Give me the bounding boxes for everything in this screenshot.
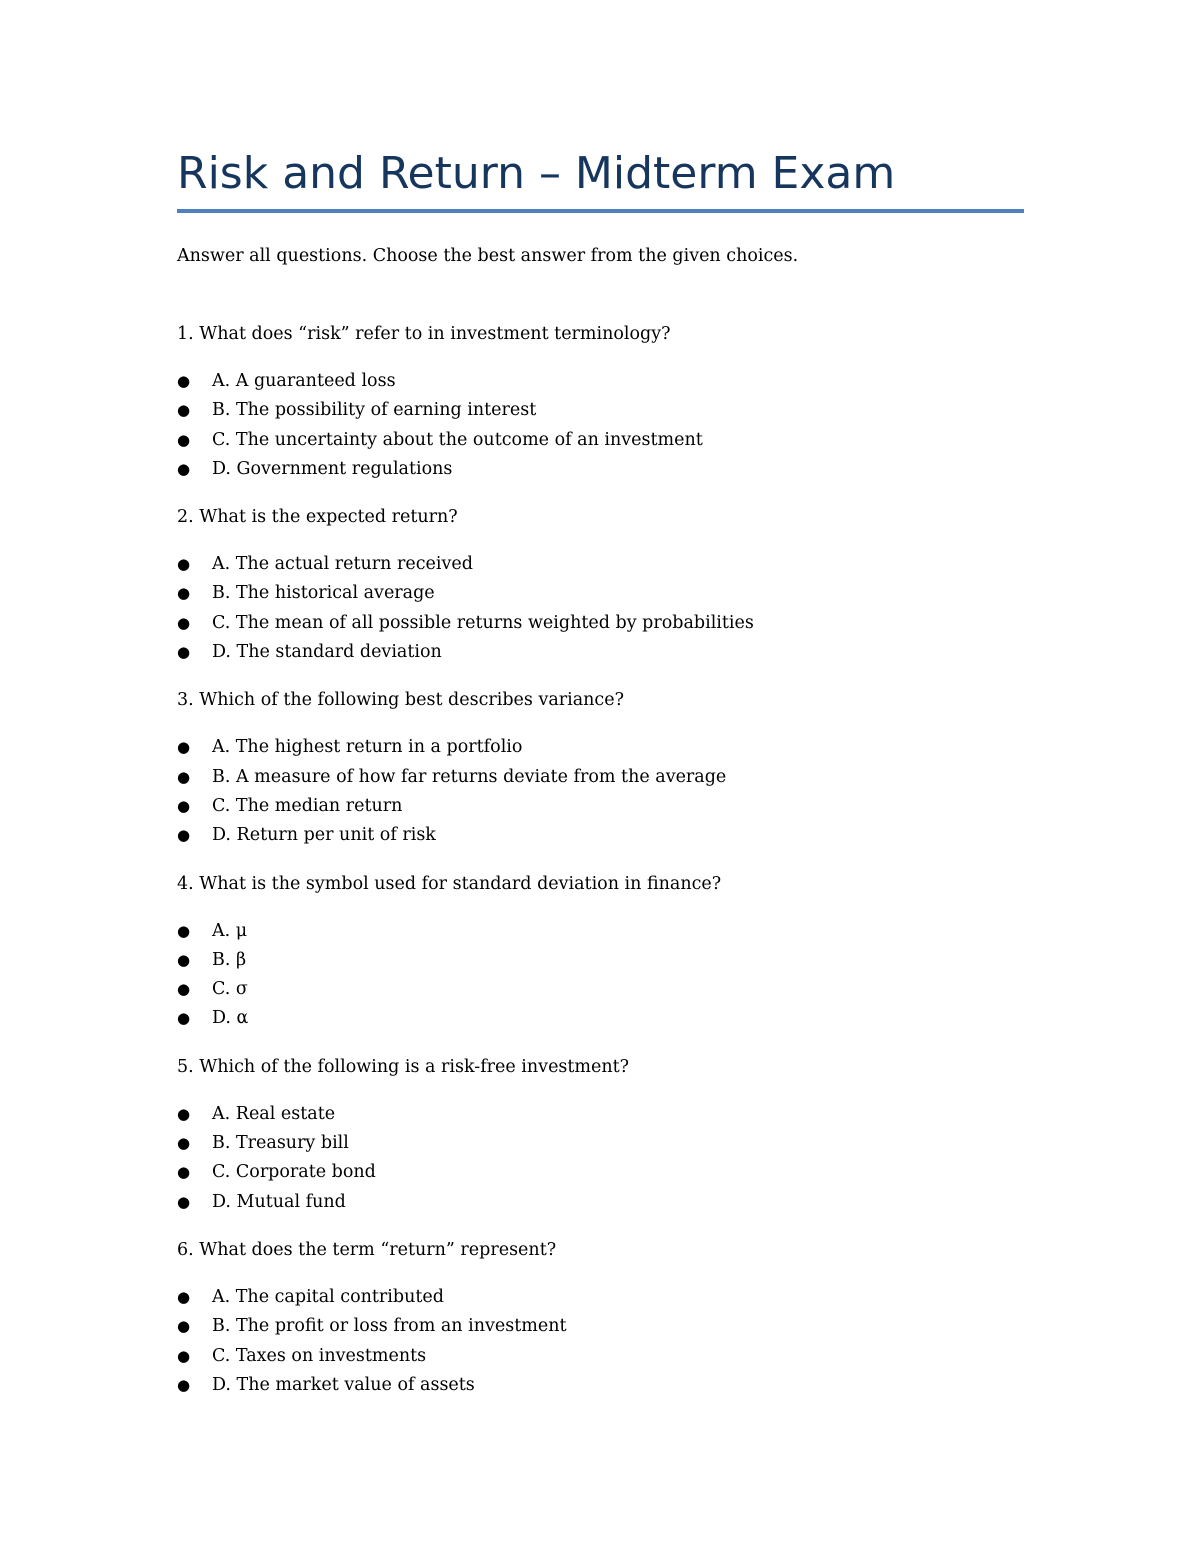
- bullet-icon: ●: [177, 921, 191, 940]
- bullet-icon: ●: [177, 584, 191, 603]
- option-item: [177, 455, 1024, 484]
- option-label: D. α: [212, 1008, 249, 1029]
- bullet-icon: ●: [177, 1287, 191, 1306]
- option-item: [177, 1188, 1024, 1217]
- question-text: 1. What does “risk” refer to in investment terminology?: [177, 324, 671, 344]
- question-block: [177, 685, 1024, 850]
- bullet-icon: ●: [177, 643, 191, 662]
- option-item: [177, 975, 1024, 1004]
- page-title: Risk and Return – Midterm Exam: [177, 148, 896, 199]
- option-label: D. Return per unit of risk: [212, 825, 436, 846]
- option-label: B. The possibility of earning interest: [212, 400, 537, 421]
- question-block: [177, 502, 1024, 667]
- instructions: Answer all questions. Choose the best answer from the given choices.: [177, 246, 799, 266]
- option-label: C. The mean of all possible returns weighted by probabilities: [212, 612, 754, 633]
- question-block: [177, 1235, 1024, 1400]
- option-list: [177, 550, 1024, 667]
- bullet-icon: ●: [177, 1346, 191, 1365]
- option-label: B. Treasury bill: [212, 1133, 349, 1154]
- bullet-icon: ●: [177, 980, 191, 999]
- option-label: B. A measure of how far returns deviate from the average: [212, 766, 727, 787]
- option-label: A. Real estate: [212, 1103, 336, 1124]
- option-item: [177, 733, 1024, 762]
- option-item: [177, 917, 1024, 946]
- option-item: [177, 1158, 1024, 1187]
- option-item: [177, 609, 1024, 638]
- option-label: D. The market value of assets: [212, 1374, 475, 1395]
- question-text: 3. Which of the following best describes variance?: [177, 690, 624, 711]
- bullet-icon: ●: [177, 767, 191, 786]
- question-block: [177, 869, 1024, 1034]
- question-text: 4. What is the symbol used for standard deviation in finance?: [177, 873, 722, 894]
- bullet-icon: ●: [177, 1375, 191, 1394]
- bullet-icon: ●: [177, 430, 191, 449]
- option-item: [177, 426, 1024, 455]
- option-item: [177, 946, 1024, 975]
- bullet-icon: ●: [177, 613, 191, 632]
- option-label: C. The median return: [212, 795, 403, 816]
- question-block: [177, 1052, 1024, 1217]
- bullet-icon: ●: [177, 372, 191, 390]
- option-item: [177, 638, 1024, 667]
- option-item: [177, 821, 1024, 850]
- option-label: D. The standard deviation: [212, 642, 442, 663]
- bullet-icon: ●: [177, 1104, 191, 1123]
- option-item: [177, 579, 1024, 608]
- question-text: 6. What does the term “return” represent?: [177, 1239, 557, 1260]
- option-item: [177, 367, 1024, 396]
- bullet-icon: ●: [177, 459, 191, 478]
- option-list: [177, 1100, 1024, 1217]
- option-item: [177, 763, 1024, 792]
- option-list: [177, 733, 1024, 850]
- option-item: [177, 792, 1024, 821]
- bullet-icon: ●: [177, 1192, 191, 1211]
- option-label: A. The actual return received: [212, 554, 473, 575]
- bullet-icon: ●: [177, 1134, 191, 1153]
- option-list: [177, 367, 1024, 484]
- bullet-icon: ●: [177, 1009, 191, 1028]
- bullet-icon: ●: [177, 796, 191, 815]
- bullet-icon: ●: [177, 1163, 191, 1182]
- option-label: C. σ: [212, 979, 248, 1000]
- option-label: B. The profit or loss from an investment: [212, 1316, 567, 1337]
- option-label: C. Taxes on investments: [212, 1345, 427, 1366]
- option-item: [177, 1004, 1024, 1033]
- option-item: [177, 1129, 1024, 1158]
- option-label: A. The capital contributed: [212, 1286, 444, 1307]
- option-label: A. The highest return in a portfolio: [212, 737, 523, 758]
- question-block: [177, 319, 1024, 484]
- option-label: C. Corporate bond: [212, 1162, 376, 1183]
- exam-content: [177, 241, 1024, 1400]
- bullet-icon: ●: [177, 826, 191, 845]
- option-item: [177, 1283, 1024, 1312]
- option-label: A. μ: [212, 920, 248, 941]
- bullet-icon: ●: [177, 401, 191, 420]
- option-item: [177, 1371, 1024, 1400]
- option-item: [177, 1312, 1024, 1341]
- option-label: C. The uncertainty about the outcome of an investment: [212, 429, 703, 450]
- bullet-icon: ●: [177, 555, 191, 574]
- bullet-icon: ●: [177, 950, 191, 969]
- option-item: [177, 1100, 1024, 1129]
- option-item: [177, 1342, 1024, 1371]
- option-label: B. β: [212, 949, 247, 970]
- option-label: D. Government regulations: [212, 458, 453, 479]
- option-label: A. A guaranteed loss: [212, 371, 396, 391]
- option-item: [177, 550, 1024, 579]
- option-item: [177, 396, 1024, 425]
- bullet-icon: ●: [177, 738, 191, 757]
- question-text: 5. Which of the following is a risk-free investment?: [177, 1056, 630, 1077]
- option-list: [177, 917, 1024, 1034]
- title-underline: [177, 209, 1024, 213]
- option-list: [177, 1283, 1024, 1400]
- option-label: D. Mutual fund: [212, 1191, 346, 1212]
- question-text: 2. What is the expected return?: [177, 507, 458, 528]
- bullet-icon: ●: [177, 1317, 191, 1336]
- option-label: B. The historical average: [212, 583, 435, 604]
